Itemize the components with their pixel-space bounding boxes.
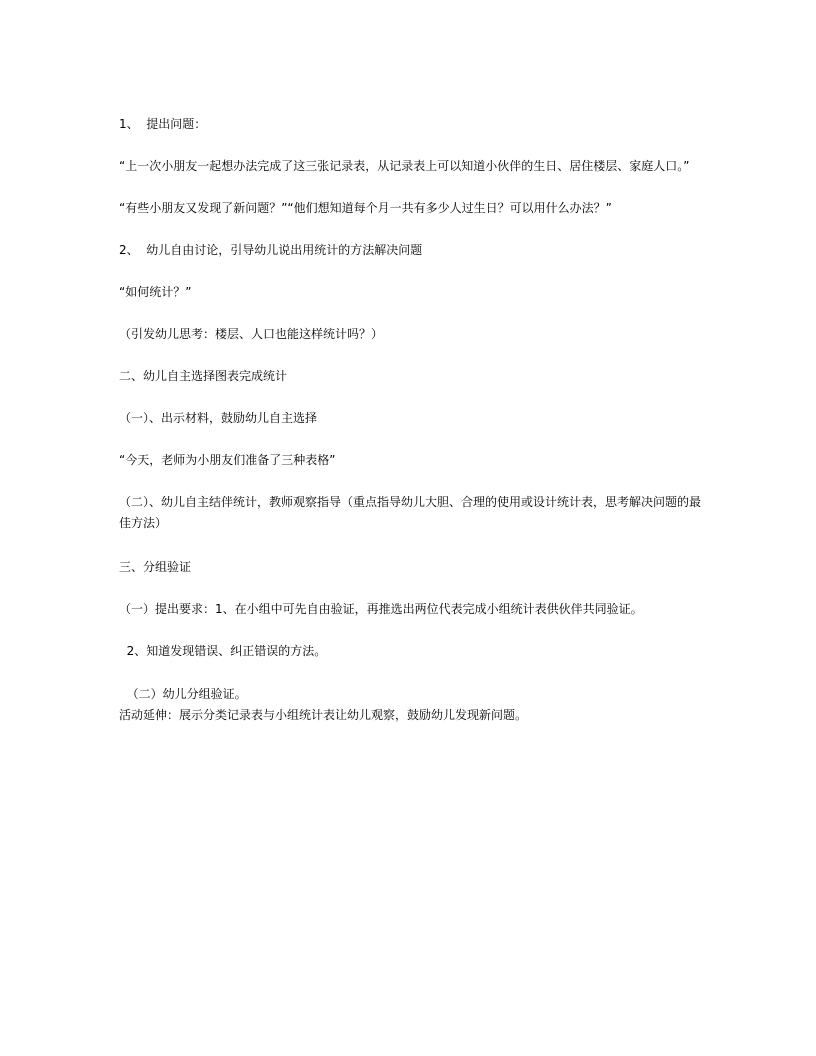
subsection-2-1: （一）、出示材料，鼓励幼儿自主选择 bbox=[119, 411, 318, 425]
teacher-quote: “今天，老师为小朋友们准备了三种表格” bbox=[119, 453, 336, 467]
section-3-heading: 三、分组验证 bbox=[119, 560, 192, 574]
prompt-note: （引发幼儿思考：楼层、人口也能这样统计吗？） bbox=[119, 327, 384, 341]
subsection-3-2: （二）幼儿分组验证。 bbox=[119, 687, 247, 701]
requirement-2: 2、知道发现错误、纠正错误的方法。 bbox=[119, 644, 327, 658]
section-2-heading: 二、幼儿自主选择图表完成统计 bbox=[119, 369, 288, 383]
subsection-3-1: （一）提出要求：1、在小组中可先自由验证，再推选出两位代表完成小组统计表供伙伴共同验证。 bbox=[119, 602, 643, 616]
intro-quote: “上一次小朋友一起想办法完成了这三张记录表，从记录表上可以知道小伙伴的生日、居住楼层、家庭人口。” bbox=[119, 159, 690, 173]
step-1-heading: 1、 提出问题： bbox=[119, 117, 207, 131]
how-to-count-quote: “如何统计？” bbox=[119, 285, 192, 299]
new-question-quote: “有些小朋友又发现了新问题？”“他们想知道每个月一共有多少人过生日？可以用什么办法？” bbox=[119, 201, 612, 215]
activity-extension: 活动延伸：展示分类记录表与小组统计表让幼儿观察，鼓励幼儿发现新问题。 bbox=[119, 708, 528, 722]
step-2-heading: 2、 幼儿自由讨论，引导幼儿说出用统计的方法解决问题 bbox=[119, 243, 423, 257]
subsection-2-2: （二）、幼儿自主结伴统计，教师观察指导（重点指导幼儿大胆、合理的使用或设计统计表，思考解决问题的最佳方法） bbox=[119, 495, 702, 530]
